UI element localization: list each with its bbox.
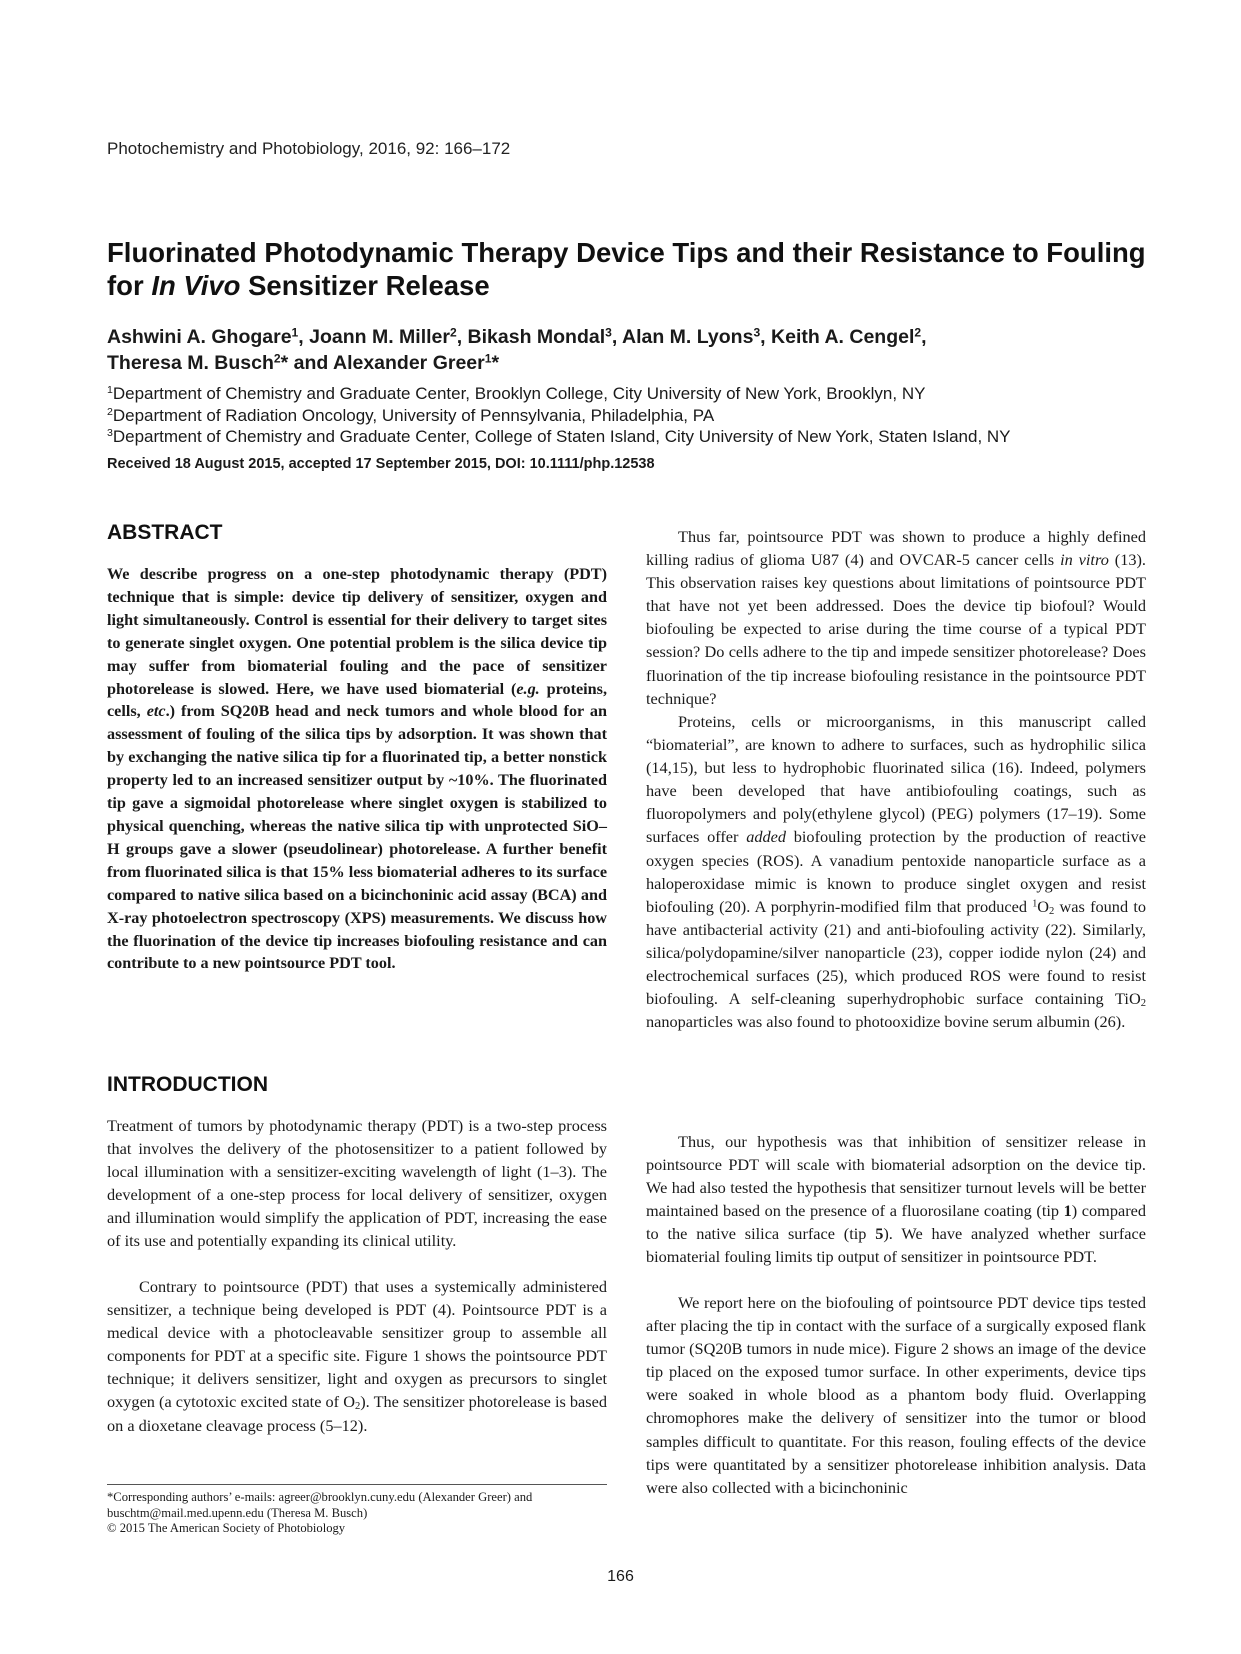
author-name: Alan M. Lyons (621, 326, 754, 348)
subscript: 2 (1140, 998, 1146, 1010)
paragraph-text-part: O (1037, 896, 1050, 916)
footnote (107, 1490, 617, 1537)
paragraph-text-part: Thus, our hypothesis was that inhibition of sensitizer release in pointsource PDT will scale with biomaterial adsorption on the device tip. We had also tested the hypothesis that sensitizer turnout levels will be better maintained based on the presence of a fluorosilane coating (tip (646, 1132, 1146, 1221)
paragraph-text-part: Contrary to pointsource (PDT) that uses a systemically administered sensitizer, a technique being developed is PDT (4). Pointsource PDT is a medical device with a photocleavable sensitizer group to assemble all components for PDT at a specific site. Figure 1 shows the pointsource PDT technique; it delivers sensitizer, light and oxygen as precursors to singlet oxygen (a cytotoxic excited state of O (107, 1277, 607, 1412)
abstract-heading: ABSTRACT (107, 521, 223, 544)
affiliations (107, 383, 1167, 448)
introduction-heading: INTRODUCTION (107, 1073, 268, 1096)
author-affiliation-mark: 3 (753, 325, 761, 340)
author-name: Theresa M. Busch (107, 352, 274, 374)
paragraph-text-part: ). The sensitizer photorelease is based on a dioxetane cleavage process (5–12). (107, 1392, 607, 1435)
author-name: Alexander Greer (332, 352, 485, 374)
paragraph-text-part: (13). This observation raises key questions about limitations of pointsource PDT that have not yet been addressed. Does the device tip biofoul? Would biofouling be expected to arise during the time course of a typical PDT session? Do cells adhere to the tip and impede sensitizer photorelease? Does fluorination of the tip increase biofouling resistance in the pointsource PDT technique? (646, 550, 1146, 708)
introduction-paragraph-1: Treatment of tumors by photodynamic therapy (PDT) is a two-step process that involves the delivery of the photosensitizer to a patient followed by local illumination with a sensitizer-exciting wavelength of light (1–3). The development of a one-step process for local delivery of sensitizer, oxygen and illumination would simplify the application of PDT, increasing the ease of its use and potentially expanding its clinical utility. (107, 1116, 607, 1251)
right-paragraph-3 (646, 1130, 1146, 1269)
affiliation-line (107, 383, 1167, 405)
paragraph-text-part: nanoparticles was also found to photooxidize bovine serum albumin (26). (646, 1012, 1126, 1032)
title-italic: In Vivo (151, 270, 241, 301)
italic-text: in vitro (1060, 550, 1109, 570)
abstract-text-part: We describe progress on a one-step photodynamic therapy (PDT) technique that is simple: device tip delivery of sensitizer, oxygen and light simultaneously. Control is essential for their delivery to target sites to generate singlet oxygen. One potential problem is the silica device tip may suffer from biomaterial fouling and the pace of sensitizer photorelease is slowed. Here, we have used biomaterial ( (107, 565, 607, 698)
page-number: 166 (607, 1568, 634, 1585)
author-separator: * and (280, 352, 333, 374)
author-name: Ashwini A. Ghogare (107, 326, 292, 348)
author-name: Joann M. Miller (309, 326, 450, 348)
author-separator: * (491, 352, 500, 374)
author-affiliation-mark: 2 (914, 325, 922, 340)
author-affiliation-mark: 2 (273, 351, 281, 366)
right-paragraph-1 (646, 525, 1146, 710)
author-affiliation-mark: 3 (605, 325, 612, 340)
paragraph-text-part: Thus far, pointsource PDT was shown to produce a highly defined killing radius of glioma U87 (4) and OVCAR-5 cancer cells (646, 527, 1146, 570)
footnote-divider (107, 1484, 607, 1485)
author-affiliation-mark: 1 (484, 351, 492, 366)
journal-citation: Photochemistry and Photobiology, 2016, 92: 166–172 (107, 139, 511, 158)
affiliation-line (107, 405, 1167, 427)
italic-text: added (746, 827, 786, 847)
bold-tip-number: 5 (875, 1224, 884, 1244)
copyright: © 2015 The American Society of Photobiology (107, 1521, 346, 1535)
author-separator: , (921, 326, 927, 348)
author-separator: , (298, 326, 310, 348)
affiliation-line (107, 426, 1167, 448)
right-paragraph-4: We report here on the biofouling of pointsource PDT device tips tested after placing the tip in contact with the surface of a surgically exposed flank tumor (SQ20B tumors in nude mice). Figure 2 shows an image of the device tip placed on the exposed tumor surface. In other experiments, device tips were soaked in whole blood as a phantom body fluid. Overlapping chromophores make the delivery of sensitizer into the tumor or blood samples difficult to quantitate. For this reason, fouling effects of the device tips were quantitated by a sensitizer photorelease inhibition analysis. Data were also collected with a bicinchoninic (646, 1293, 1146, 1497)
affiliation-text: Department of Radiation Oncology, University of Pennsylvania, Philadelphia, PA (112, 405, 715, 425)
author-affiliation-mark: 2 (449, 325, 457, 340)
author-list (107, 324, 1147, 376)
subscript: 2 (354, 1401, 361, 1413)
abstract-text-part: .) from SQ20B head and neck tumors and whole blood for an assessment of fouling of the silica tips by adsorption. It was shown that by exchanging the native silica tip for a fluorinated tip, a better nonstick property led to an increased sensitizer output by ~10%. The fluorinated tip gave a sigmoidal photorelease where singlet oxygen is stabilized to physical quenching, whereas the native silica tip with unprotected SiO–H groups gave a slower (pseudolinear) photorelease. A further benefit from fluorinated silica is that 15% less biomaterial adheres to its surface compared to native silica based on a bicinchoninic acid assay (BCA) and X-ray photoelectron spectroscopy (XPS) measurements. We discuss how the fluorination of the device tip increases biofouling resistance and can contribute to a new pointsource PDT tool. (107, 702, 607, 973)
paragraph-text-part: ) compared to the native silica surface (tip (646, 1201, 1146, 1244)
paragraph-text-part: was found to have antibacterial activity (21) and anti-biofouling activity (22). Similarly, silica/polydopamine/silver nanoparticle (23), copper iodide nylon (24) and electrochemical surfaces (25), which produced ROS were found to resist biofouling. A self-cleaning superhydrophobic surface containing TiO (646, 896, 1146, 1009)
superscript: 1 (1032, 898, 1038, 910)
title-part-1: Fluorinated Photodynamic Therapy Device Tips and their Resistance to Fouling for (107, 237, 1146, 301)
article-title (107, 236, 1147, 302)
author-affiliation-mark: 1 (291, 325, 299, 340)
title-part-2: Sensitizer Release (240, 270, 490, 301)
abstract-italic: e.g. (516, 679, 540, 698)
affiliation-text: Department of Chemistry and Graduate Center, College of Staten Island, City University of New York, Staten Island, NY (112, 427, 1011, 446)
author-name: Keith A. Cengel (771, 326, 915, 348)
paragraph-text-part: biofouling protection by the production of reactive oxygen species (ROS). A vanadium pentoxide nanoparticle surface as a haloperoxidase mimic is known to produce singlet oxygen and resist biofouling (20). A porphyrin-modified film that produced (646, 827, 1146, 916)
author-separator: , (611, 326, 622, 348)
affiliation-number: 1 (107, 384, 113, 397)
right-paragraph-2 (646, 710, 1146, 1033)
affiliation-number: 3 (107, 427, 113, 440)
subscript: 2 (1049, 905, 1055, 917)
author-separator: , (760, 326, 772, 348)
affiliation-number: 2 (107, 405, 113, 418)
author-separator: , (456, 326, 468, 348)
affiliation-text: Department of Chemistry and Graduate Center, Brooklyn College, City University of New York, Brooklyn, NY (112, 384, 926, 403)
introduction-paragraph-2 (107, 1275, 607, 1437)
received-dates-doi: Received 18 August 2015, accepted 17 September 2015, DOI: 10.1111/php.12538 (107, 456, 655, 472)
paragraph-text-part: ). We have analyzed whether surface biomaterial fouling limits tip output of sensitizer in pointsource PDT. (646, 1224, 1146, 1267)
bold-tip-number: 1 (1063, 1201, 1072, 1221)
abstract-italic: etc (146, 702, 166, 721)
author-name: Bikash Mondal (467, 326, 606, 348)
paragraph-text-part: Proteins, cells or microorganisms, in this manuscript called “biomaterial”, are known to adhere to surfaces, such as hydrophilic silica (14,15), but less to hydrophobic fluorinated silica (16). Indeed, polymers have been developed that have antibiofouling coatings, such as fluoropolymers and poly(ethylene glycol) (PEG) polymers (17–19). Some surfaces offer (646, 712, 1146, 847)
abstract-text-part: proteins, cells, (107, 679, 607, 721)
abstract-text (107, 563, 607, 975)
corresponding-authors: *Corresponding authors’ e-mails: agreer@brooklyn.cuny.edu (Alexander Greer) and buschtm@mail.med.upenn.edu (Theresa M. Busch) (107, 1490, 533, 1520)
